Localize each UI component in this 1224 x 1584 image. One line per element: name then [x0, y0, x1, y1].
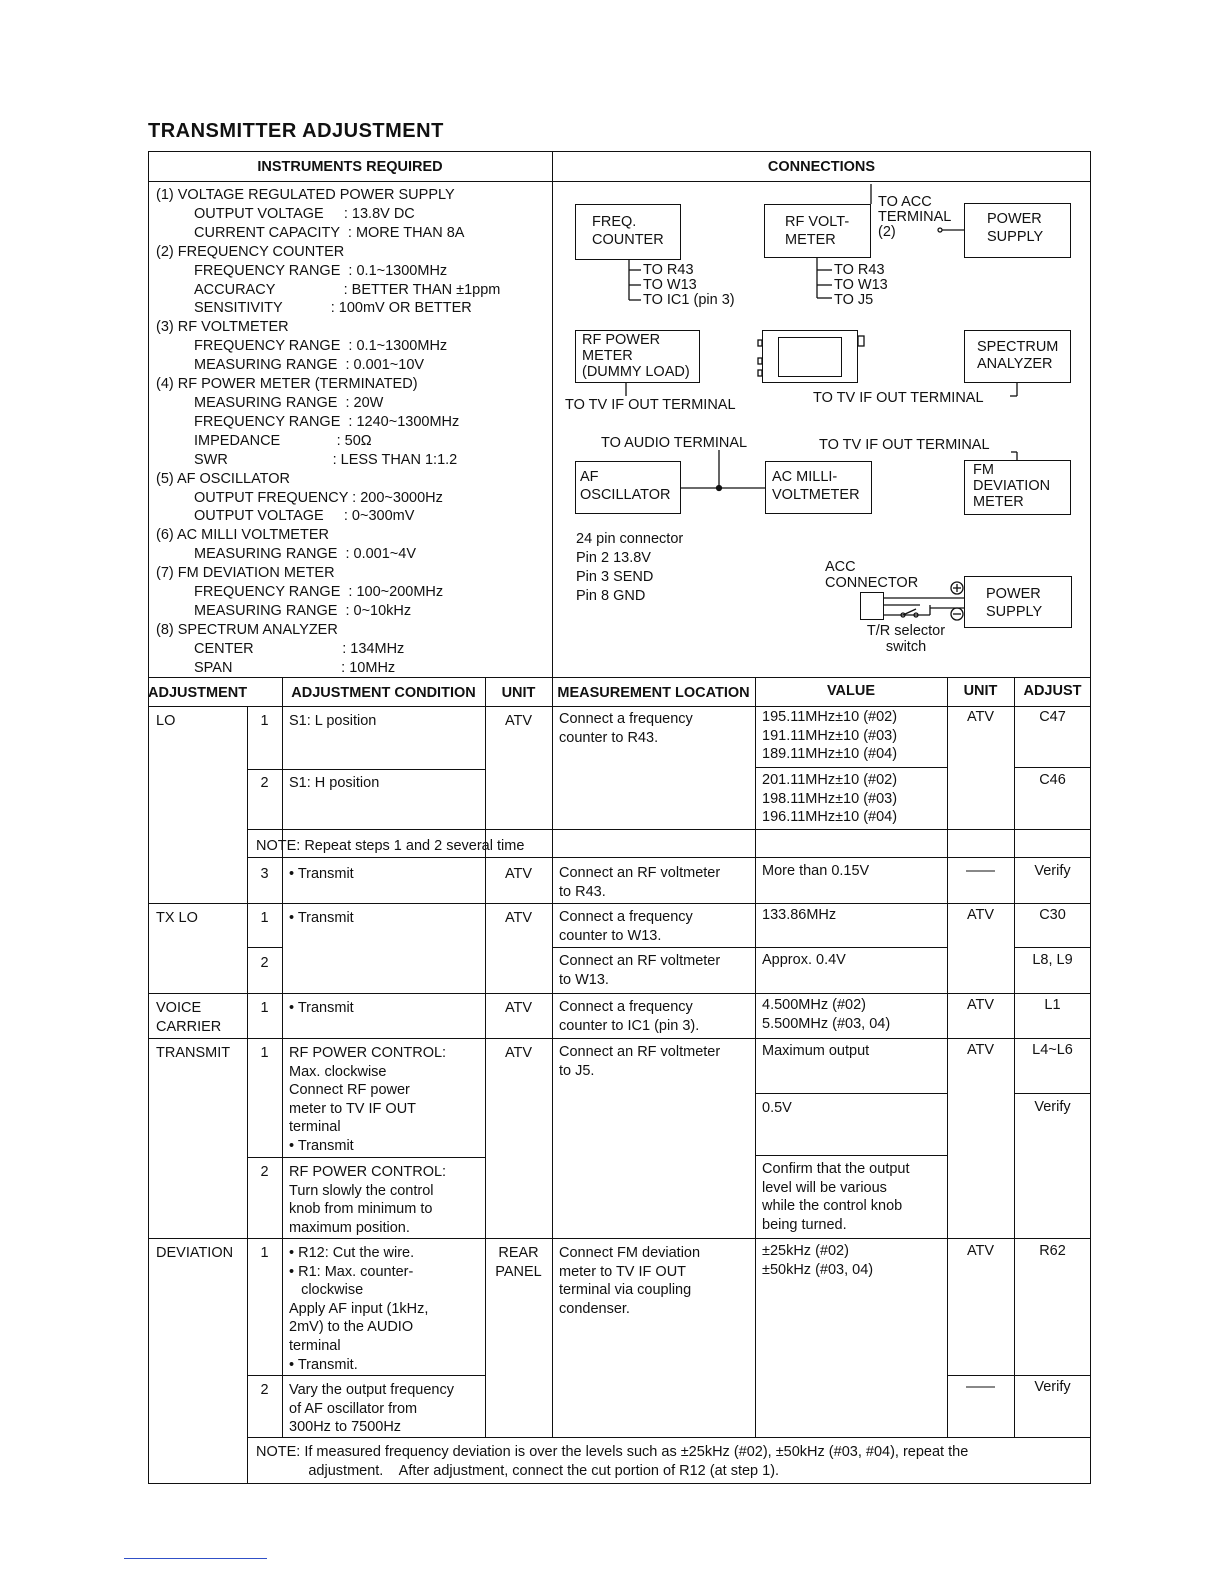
voice-adjust: L1: [1044, 997, 1061, 1013]
transmit-step-1-adjust-b: Verify: [1034, 1099, 1071, 1115]
deviation-step-2: 2: [260, 1382, 269, 1398]
transmit-step-1-value-b: 0.5V: [762, 1100, 792, 1116]
txlo-name: TX LO: [156, 910, 198, 926]
pin-connector-notes: 24 pin connector Pin 2 13.8V Pin 3 SEND Pin 8 GND: [576, 531, 684, 604]
freq-counter-box: FREQ. COUNTER: [575, 204, 681, 260]
txlo-step-1-location: Connect a frequency counter to W13.: [559, 909, 693, 944]
lo-step-1-adjust: C47: [1039, 709, 1066, 725]
rf-voltmeter-taps: TO R43 TO W13 TO J5: [834, 262, 888, 308]
col-unit2-header: UNIT: [963, 683, 998, 699]
deviation-step-1-adjust: R62: [1039, 1243, 1066, 1259]
lo-step-3: 3: [260, 866, 269, 882]
instrument-line: (3) RF VOLTMETER: [156, 319, 289, 336]
col-adjust-header: ADJUST: [1023, 683, 1082, 699]
transmit-step-1-condition: RF POWER CONTROL: Max. clockwise Connect RF power meter to TV IF OUT terminal • Transmit: [289, 1045, 447, 1154]
txlo-step-2-location: Connect an RF voltmeter to W13.: [559, 953, 721, 988]
instrument-line: SPAN : 10MHz: [194, 659, 396, 676]
lo-step-3-location: Connect an RF voltmeter to R43.: [559, 865, 721, 900]
transmit-step-2-condition: RF POWER CONTROL: Turn slowly the control knob from minimum to maximum position.: [289, 1164, 447, 1236]
rf-power-meter-label: TO TV IF OUT TERMINAL: [565, 397, 736, 413]
txlo-unit2: ATV: [966, 907, 995, 923]
txlo-step-1: 1: [260, 910, 269, 926]
power-supply-box-2: POWER SUPPLY: [964, 576, 1072, 628]
deviation-step-2-unit2: ——: [966, 1379, 995, 1395]
page-title: TRANSMITTER ADJUSTMENT: [148, 120, 444, 142]
freq-counter-taps: TO R43 TO W13 TO IC1 (pin 3): [643, 262, 735, 308]
spectrum-analyzer-box: SPECTRUM ANALYZER: [964, 330, 1071, 383]
deviation-name: DEVIATION: [156, 1245, 234, 1261]
instrument-line: FREQUENCY RANGE : 0.1~1300MHz: [194, 262, 448, 279]
instrument-line: FREQUENCY RANGE : 1240~1300MHz: [194, 413, 460, 430]
fm-deviation-meter-box: FM DEVIATION METER: [964, 460, 1071, 515]
lo-step-2-value: 201.11MHz±10 (#02) 198.11MHz±10 (#03) 196.11MHz±10 (#04): [762, 772, 898, 826]
voice-unit: ATV: [504, 1000, 533, 1016]
deviation-value: ±25kHz (#02) ±50kHz (#03, 04): [762, 1243, 874, 1278]
instrument-line: CENTER : 134MHz: [194, 640, 405, 657]
voice-value: 4.500MHz (#02) 5.500MHz (#03, 04): [762, 997, 891, 1032]
spectrum-label: TO TV IF OUT TERMINAL: [813, 390, 984, 406]
lo-step-2-condition: S1: H position: [289, 775, 380, 791]
voice-location: Connect a frequency counter to IC1 (pin 3).: [559, 999, 700, 1034]
col-location-header: MEASUREMENT LOCATION: [557, 685, 750, 701]
instrument-line: CURRENT CAPACITY : MORE THAN 8A: [194, 224, 465, 241]
lo-step-3-condition: • Transmit: [289, 866, 354, 882]
voice-name: VOICE CARRIER: [156, 1000, 222, 1035]
deviation-unit: REAR PANEL: [495, 1245, 542, 1280]
to-acc-terminal-label: TO ACC TERMINAL (2): [878, 194, 952, 240]
instrument-line: FREQUENCY RANGE : 100~200MHz: [194, 584, 444, 601]
txlo-step-2-value: Approx. 0.4V: [762, 952, 846, 968]
lo-step-3-adjust: Verify: [1034, 863, 1071, 879]
footer-rule: [124, 1558, 267, 1559]
instruments-header: INSTRUMENTS REQUIRED: [257, 159, 443, 175]
transmit-step-1-value-a: Maximum output: [762, 1043, 870, 1059]
instrument-line: MEASURING RANGE : 0.001~10V: [194, 357, 425, 374]
fm-label: TO TV IF OUT TERMINAL: [819, 437, 990, 453]
transmit-step-1-adjust-a: L4~L6: [1032, 1042, 1073, 1058]
lo-step-3-unit: ATV: [504, 866, 533, 882]
lo-step-1-value: 195.11MHz±10 (#02) 191.11MHz±10 (#03) 189.11MHz±10 (#04): [762, 709, 898, 763]
transmit-step-1: 1: [260, 1045, 269, 1061]
lo-step-1: 1: [260, 713, 269, 729]
transmit-location: Connect an RF voltmeter to J5.: [559, 1044, 721, 1079]
deviation-unit2: ATV: [966, 1243, 995, 1259]
transmit-name: TRANSMIT: [156, 1045, 231, 1061]
instrument-line: (6) AC MILLI VOLTMETER: [156, 527, 329, 544]
instrument-line: SWR : LESS THAN 1:1.2: [194, 451, 458, 468]
txlo-step-2-adjust: L8, L9: [1032, 952, 1073, 968]
af-oscillator-box: AF OSCILLATOR: [575, 461, 681, 514]
transmit-step-2-value: Confirm that the output level will be various while the control knob being turned.: [762, 1161, 910, 1233]
instrument-line: IMPEDANCE : 50Ω: [194, 432, 372, 449]
deviation-note: NOTE: If measured frequency deviation is over the levels such as ±25kHz (#02), ±50kHz (#03, #04), repeat the adjustment. After adjustment, connect the cut portion of R12 (at step 1).: [256, 1444, 969, 1479]
instrument-line: (5) AF OSCILLATOR: [156, 470, 291, 487]
instrument-line: MEASURING RANGE : 20W: [194, 394, 384, 411]
instrument-line: MEASURING RANGE : 0~10kHz: [194, 602, 412, 619]
deviation-step-2-adjust: Verify: [1034, 1379, 1071, 1395]
lo-name: LO: [156, 713, 176, 729]
lo-note: NOTE: Repeat steps 1 and 2 several time: [256, 838, 525, 854]
lo-step-2-adjust: C46: [1039, 772, 1066, 788]
instrument-line: OUTPUT VOLTAGE : 13.8V DC: [194, 205, 415, 222]
instrument-line: FREQUENCY RANGE : 0.1~1300MHz: [194, 338, 448, 355]
deviation-step-1-condition: • R12: Cut the wire. • R1: Max. counter- clockwise Apply AF input (1kHz, 2mV) to the AUDIO terminal • Transmit.: [289, 1245, 429, 1373]
transmit-step-2: 2: [260, 1164, 269, 1180]
transmit-unit2: ATV: [966, 1042, 995, 1058]
col-unit-header: UNIT: [501, 685, 536, 701]
col-value-header: VALUE: [826, 683, 876, 699]
power-supply-box-1: POWER SUPPLY: [964, 203, 1071, 258]
connection-wires: [0, 0, 1224, 700]
lo-step-1-condition: S1: L position: [289, 713, 377, 729]
deviation-step-2-condition: Vary the output frequency of AF oscillator from 300Hz to 7500Hz: [289, 1382, 454, 1436]
ac-millivoltmeter-box: AC MILLI- VOLTMETER: [765, 461, 872, 514]
acc-connector-label: ACC CONNECTOR: [825, 559, 919, 591]
tr-selector-label: T/R selector switch: [866, 623, 946, 655]
instrument-line: (4) RF POWER METER (TERMINATED): [156, 376, 418, 393]
lo-step-3-unit2: ——: [966, 863, 995, 879]
txlo-step-1-adjust: C30: [1039, 907, 1066, 923]
instrument-line: MEASURING RANGE : 0.001~4V: [194, 546, 417, 563]
to-audio-terminal-label: TO AUDIO TERMINAL: [601, 435, 748, 451]
rf-power-meter-box: RF POWER METER (DUMMY LOAD): [575, 330, 700, 383]
lo-step-2: 2: [260, 775, 269, 791]
lo-location: Connect a frequency counter to R43.: [559, 711, 693, 746]
txlo-unit: ATV: [504, 910, 533, 926]
connections-header: CONNECTIONS: [767, 159, 876, 175]
voice-unit2: ATV: [966, 997, 995, 1013]
transmit-unit: ATV: [504, 1045, 533, 1061]
txlo-step-1-value: 133.86MHz: [762, 907, 837, 923]
instrument-line: (7) FM DEVIATION METER: [156, 565, 335, 582]
txlo-step-2: 2: [260, 955, 269, 971]
instrument-line: (8) SPECTRUM ANALYZER: [156, 621, 338, 638]
col-condition-header: ADJUSTMENT CONDITION: [291, 685, 476, 701]
voice-step-1: 1: [260, 1000, 269, 1016]
instrument-line: OUTPUT VOLTAGE : 0~300mV: [194, 508, 415, 525]
lo-step-3-value: More than 0.15V: [762, 863, 870, 879]
deviation-location: Connect FM deviation meter to TV IF OUT terminal via coupling condenser.: [559, 1245, 701, 1317]
rf-voltmeter-box: RF VOLT- METER: [764, 204, 871, 258]
lo-unit: ATV: [504, 713, 533, 729]
instrument-line: (1) VOLTAGE REGULATED POWER SUPPLY: [156, 187, 455, 203]
col-adjustment-header: ADJUSTMENT: [148, 685, 248, 701]
voice-condition: • Transmit: [289, 1000, 354, 1016]
instrument-line: ACCURACY : BETTER THAN ±1ppm: [194, 281, 501, 298]
instrument-line: OUTPUT FREQUENCY : 200~3000Hz: [194, 489, 443, 506]
deviation-step-1: 1: [260, 1245, 269, 1261]
txlo-condition: • Transmit: [289, 910, 354, 926]
instrument-line: SENSITIVITY : 100mV OR BETTER: [194, 300, 472, 317]
lo-unit2: ATV: [966, 709, 995, 725]
instrument-line: (2) FREQUENCY COUNTER: [156, 243, 345, 260]
